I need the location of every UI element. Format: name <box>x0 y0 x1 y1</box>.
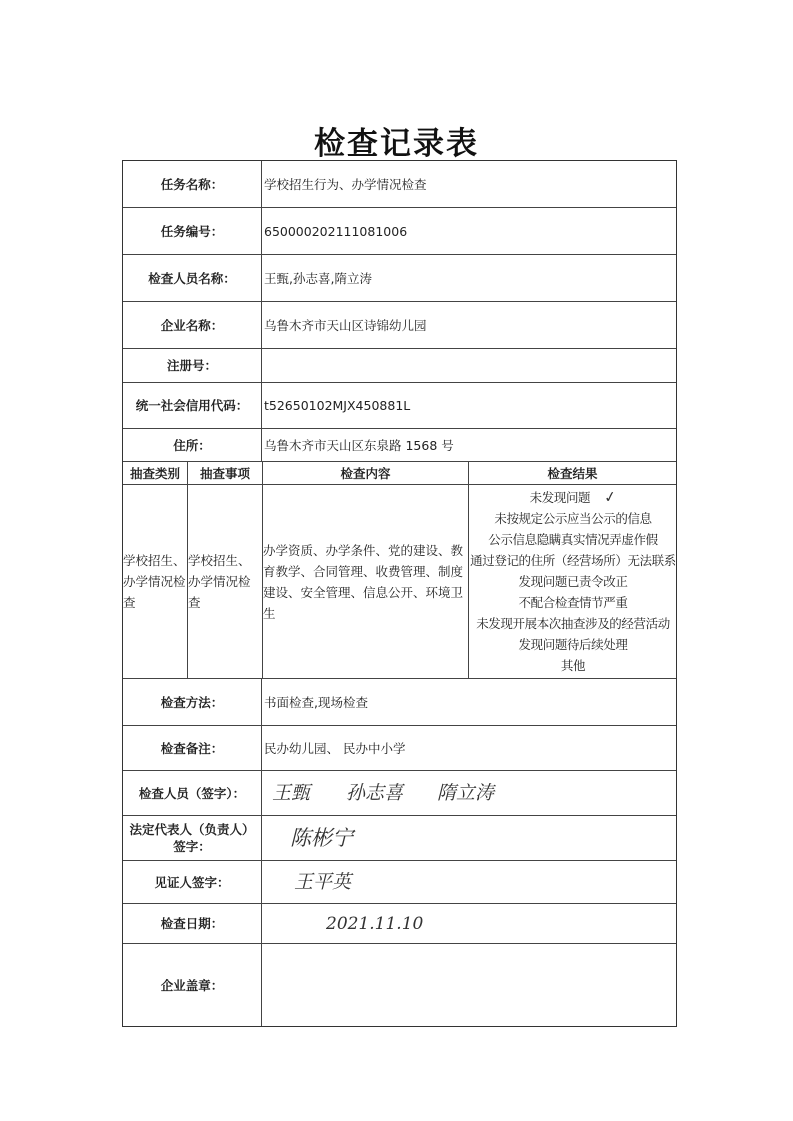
result-option: 公示信息隐瞒真实情况弄虚作假 <box>488 532 658 547</box>
field-label: 企业盖章： <box>123 944 262 1026</box>
field-value: 王甄,孙志喜,隋立涛 <box>264 271 372 286</box>
field-row-enterprise-name <box>123 302 676 349</box>
header-category: 抽查类别 <box>123 462 188 484</box>
field-row-remarks <box>123 726 676 771</box>
check-content: 办学资质、办学条件、党的建设、教育教学、合同管理、收费管理、制度建设、安全管理、信息公开、环境卫生 <box>263 485 469 678</box>
result-option: 其他 <box>560 658 586 673</box>
result-option: 未发现开展本次抽查涉及的经营活动 <box>476 616 670 631</box>
field-row-inspector-signature <box>123 771 676 816</box>
field-label: 检查备注： <box>123 726 262 770</box>
result-option: 不配合检查情节严重 <box>518 595 628 610</box>
field-row-credit-code <box>123 383 676 429</box>
field-label: 住所： <box>123 429 262 461</box>
checkmark-icon: ✓ <box>602 487 618 507</box>
legal-rep-signature: 陈彬宁 <box>290 826 353 850</box>
field-label: 法定代表人（负责人）签字： <box>123 816 262 860</box>
field-row-task-number <box>123 208 676 255</box>
field-label: 检查日期： <box>123 904 262 943</box>
result-option: 发现问题待后续处理 <box>518 637 628 652</box>
field-label: 注册号： <box>123 349 262 382</box>
result-option: 通过登记的住所（经营场所）无法联系 <box>470 553 676 568</box>
field-label: 检查方法： <box>123 679 262 725</box>
field-label: 统一社会信用代码： <box>123 383 262 428</box>
field-label: 见证人签字： <box>123 861 262 903</box>
field-row-method <box>123 679 676 726</box>
field-value: 学校招生行为、办学情况检查 <box>264 177 427 192</box>
field-row-company-seal <box>123 944 676 1026</box>
field-label: 企业名称： <box>123 302 262 348</box>
field-label: 任务编号： <box>123 208 262 254</box>
field-value <box>262 944 676 1026</box>
inspector-signature-3: 隋立涛 <box>437 782 495 804</box>
header-content: 检查内容 <box>263 462 469 484</box>
field-row-inspectors <box>123 255 676 302</box>
document-title: 检查记录表 <box>314 126 479 162</box>
field-row-witness-signature <box>123 861 676 904</box>
check-category: 学校招生、办学情况检查 <box>123 485 188 678</box>
check-table-row <box>123 485 676 679</box>
inspector-signature-1: 王甄 <box>272 782 311 804</box>
inspection-record-table <box>122 160 677 1027</box>
field-value <box>262 349 676 382</box>
field-value <box>262 771 676 815</box>
field-row-legal-rep-signature <box>123 816 676 861</box>
field-value: 民办幼儿园、 民办中小学 <box>264 741 406 756</box>
field-value <box>262 904 676 943</box>
field-label: 检查人员（签字）： <box>123 771 262 815</box>
field-value: 乌鲁木齐市天山区东泉路 1568 号 <box>264 438 454 453</box>
witness-signature: 王平英 <box>294 871 352 893</box>
result-option: 发现问题已责令改正 <box>518 574 628 589</box>
check-date-handwritten: 2021.11.10 <box>326 913 424 934</box>
field-label: 检查人员名称： <box>123 255 262 301</box>
field-row-registration-number <box>123 349 676 383</box>
check-results-list <box>469 485 676 678</box>
inspector-signature-2: 孙志喜 <box>346 782 404 804</box>
field-value <box>262 816 676 860</box>
field-row-task-name <box>123 161 676 208</box>
result-option-row <box>530 487 617 508</box>
field-value: 书面检查,现场检查 <box>264 695 368 710</box>
check-table-header <box>123 462 676 485</box>
header-item: 抽查事项 <box>188 462 263 484</box>
field-label: 任务名称： <box>123 161 262 207</box>
header-result: 检查结果 <box>547 466 598 481</box>
field-value: 650000202111081006 <box>264 223 408 239</box>
result-option: 未发现问题 <box>529 490 591 505</box>
field-value <box>262 861 676 903</box>
field-value: 乌鲁木齐市天山区诗锦幼儿园 <box>264 318 427 333</box>
result-option: 未按规定公示应当公示的信息 <box>494 511 652 526</box>
field-row-check-date <box>123 904 676 944</box>
check-item: 学校招生、办学情况检查 <box>188 485 263 678</box>
field-value: t52650102MJX450881L <box>264 398 411 413</box>
field-row-address <box>123 429 676 462</box>
